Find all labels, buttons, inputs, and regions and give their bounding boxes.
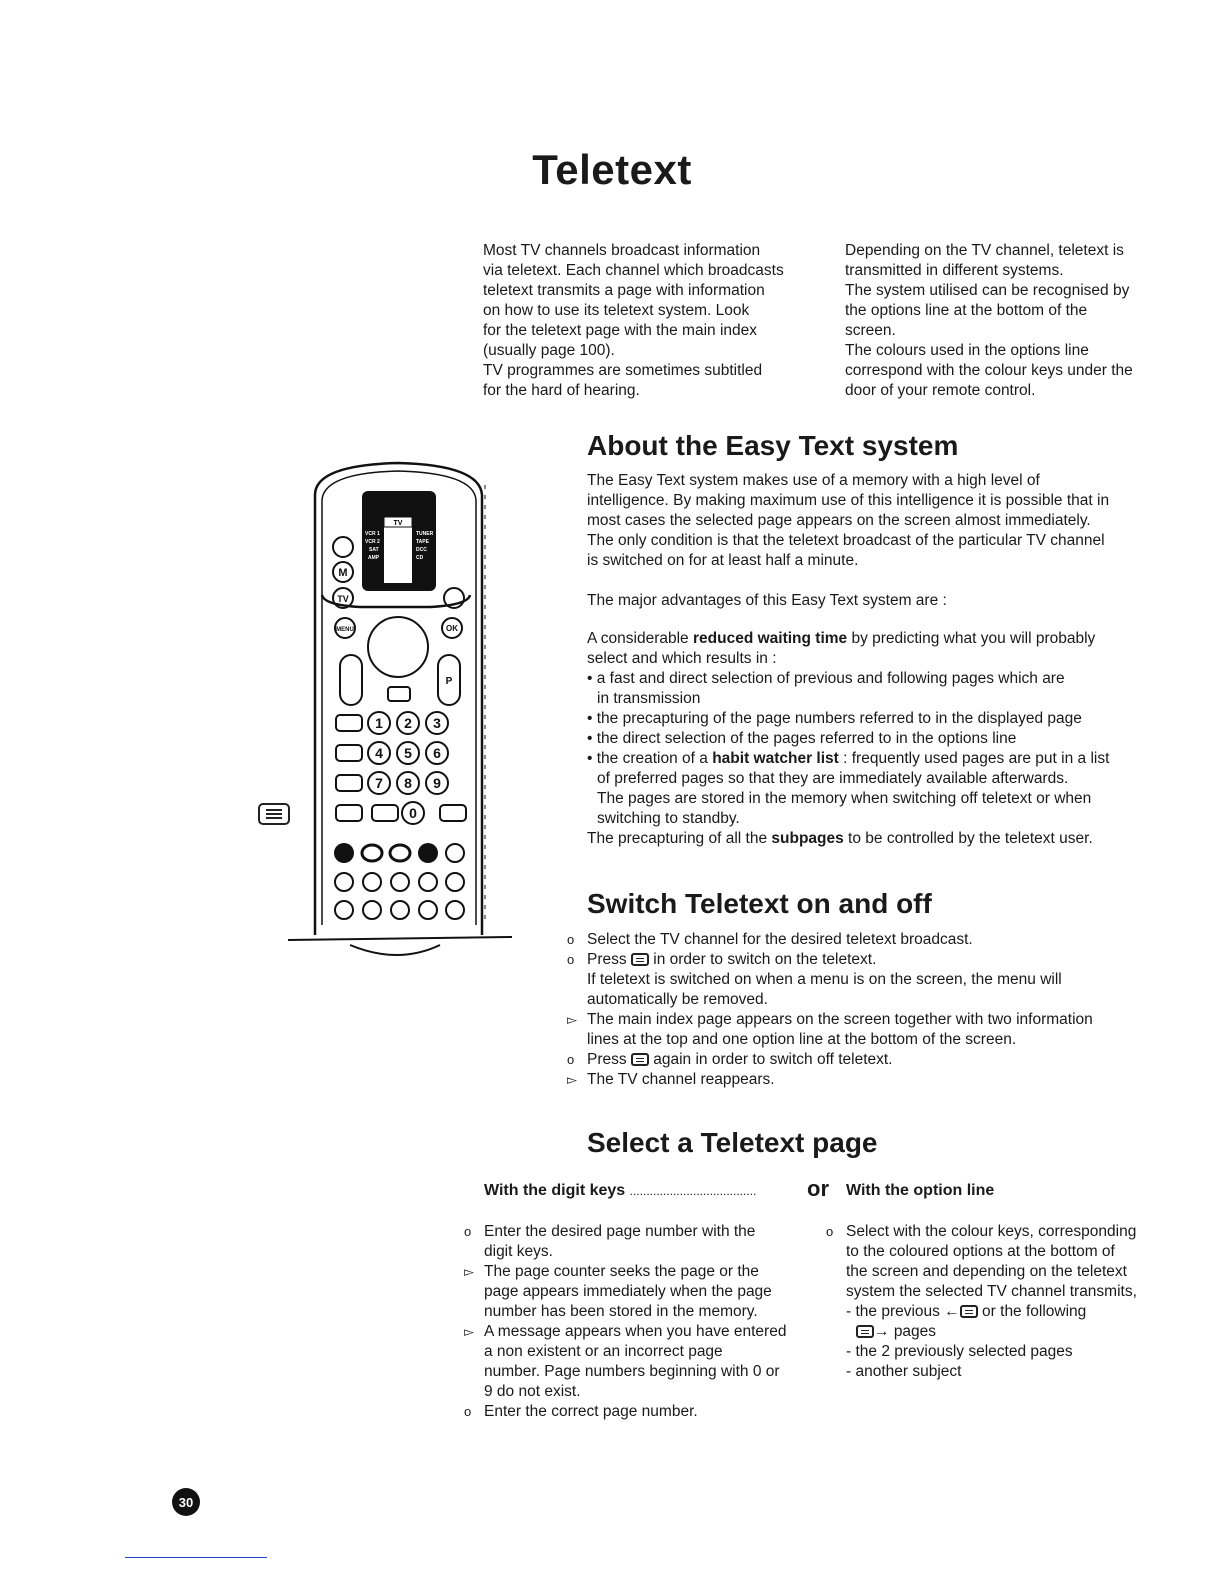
red-key — [334, 843, 354, 863]
text: A message appears when you have entered — [484, 1323, 787, 1340]
easy-text-line: The Easy Text system makes use of a memory with a high level of — [587, 472, 1040, 489]
dot-leader: ...................................... — [629, 1184, 757, 1198]
remote-display-source: CD — [416, 555, 424, 561]
remote-nav-ring — [368, 617, 428, 677]
text: - the previous — [846, 1303, 940, 1320]
remote-func-key — [336, 745, 362, 761]
easy-text-line: select and which results in : — [587, 650, 777, 667]
intro-right-line: Depending on the TV channel, teletext is — [845, 242, 1124, 259]
step-note: If teletext is switched on when a menu is on the screen, the menu will — [587, 971, 1062, 988]
easy-text-heading: About the Easy Text system — [587, 430, 959, 461]
remote-digit-label: 0 — [409, 805, 417, 821]
remote-digit-label: 4 — [375, 745, 383, 761]
step — [567, 950, 1177, 970]
text: Enter the correct page number. — [484, 1403, 698, 1420]
step-note: the screen and depending on the teletext — [846, 1263, 1127, 1280]
remote-display-source: VCR 1 — [365, 531, 380, 537]
text: The page counter seeks the page or the — [484, 1263, 759, 1280]
easy-text-subpages — [587, 829, 1177, 849]
intro-left-line: for the hard of hearing. — [483, 382, 640, 399]
text: pages — [893, 1323, 937, 1340]
footer-rule — [125, 1557, 267, 1558]
remote-mute-button — [388, 687, 410, 701]
remote-transport-key — [391, 901, 409, 919]
bullet-item: • the direct selection of the pages referred to in the options line — [587, 730, 1017, 747]
intro-left-line: (usually page 100). — [483, 342, 615, 359]
remote-ok-label: OK — [446, 624, 458, 633]
remote-lower-key — [363, 873, 381, 891]
remote-transport-key — [419, 901, 437, 919]
bullet-mark: o — [464, 1404, 472, 1419]
remote-display-tv: TV — [393, 520, 403, 527]
text: Press — [587, 951, 627, 968]
intro-left-line: Most TV channels broadcast information — [483, 242, 761, 259]
or-label: or — [807, 1176, 829, 1201]
step-note: page appears immediately when the page — [484, 1283, 772, 1300]
remote-digit-label: 8 — [404, 775, 412, 791]
arrow-mark: ▻ — [567, 1012, 577, 1027]
step-note: to the coloured options at the bottom of — [846, 1243, 1115, 1260]
intro-right-line: door of your remote control. — [845, 382, 1036, 399]
step-note: - another subject — [846, 1363, 962, 1380]
intro-left-line: on how to use its teletext system. Look — [483, 302, 750, 319]
text: Select the TV channel for the desired teletext broadcast. — [587, 931, 973, 948]
switch-heading: Switch Teletext on and off — [587, 888, 932, 919]
text: in order to switch on the teletext. — [653, 951, 877, 968]
emphasis: subpages — [771, 830, 844, 847]
text: : frequently used pages are put in a list — [838, 750, 1110, 767]
intro-left-line: for the teletext page with the main index — [483, 322, 757, 339]
remote-control-illustration — [280, 455, 520, 975]
bullet-item — [587, 749, 1177, 769]
remote-transport-key — [335, 901, 353, 919]
remote-display-source: AMP — [368, 555, 380, 561]
yellow-key — [390, 845, 410, 861]
easy-text-line: most cases the selected page appears on the screen almost immediately. — [587, 512, 1091, 529]
step-note: digit keys. — [484, 1243, 553, 1260]
digit-keys-subheading — [484, 1182, 804, 1200]
remote-bottom-curve — [350, 945, 440, 955]
remote-digit-label: 5 — [404, 745, 412, 761]
switch-body — [567, 930, 1177, 1090]
blue-key — [418, 843, 438, 863]
intro-right-line: The colours used in the options line — [845, 342, 1089, 359]
easy-text-advantages: The major advantages of this Easy Text system are : — [587, 592, 947, 609]
intro-left-line: teletext transmits a page with information — [483, 282, 765, 299]
remote-menu-label: MENU — [336, 627, 354, 633]
remote-colour-keys — [334, 843, 464, 863]
bullet-mark: o — [567, 932, 575, 947]
teletext-key-icon — [960, 1305, 978, 1318]
intro-left-line: via teletext. Each channel which broadcasts — [483, 262, 784, 279]
easy-text-line: The only condition is that the teletext broadcast of the particular TV channel — [587, 532, 1105, 549]
text: • the creation of a — [587, 750, 713, 767]
bullet-item-cont: in transmission — [597, 690, 701, 707]
step-note: 9 do not exist. — [484, 1383, 581, 1400]
remote-digit-label: 1 — [375, 715, 383, 731]
remote-side-button — [333, 537, 353, 557]
remote-m-label: M — [338, 567, 348, 579]
bullet-mark: o — [464, 1224, 472, 1239]
step — [464, 1402, 804, 1422]
remote-display-source: DCC — [416, 547, 427, 553]
intro-right-line: the options line at the bottom of the — [845, 302, 1088, 319]
green-key — [362, 845, 382, 861]
remote-func-key — [372, 805, 398, 821]
bullet-item-cont: The pages are stored in the memory when switching off teletext or when — [597, 790, 1092, 807]
remote-digit-label: 7 — [375, 775, 383, 791]
step — [567, 1050, 1177, 1070]
step-result — [567, 1070, 1177, 1090]
text: The precapturing of all the — [587, 830, 772, 847]
bullet-mark: o — [567, 1052, 575, 1067]
bullet-mark: o — [826, 1224, 834, 1239]
teletext-key-icon — [631, 953, 649, 966]
remote-lower-key — [419, 873, 437, 891]
select-heading: Select a Teletext page — [587, 1127, 878, 1158]
arrow-mark: ▻ — [464, 1324, 474, 1339]
intro-left — [483, 241, 813, 401]
step-note: automatically be removed. — [587, 991, 768, 1008]
previous-following-line: - the previous ← or the following — [846, 1303, 1087, 1320]
arrow-mark: ▻ — [567, 1072, 577, 1087]
text: With the digit keys — [484, 1182, 626, 1199]
text: Select with the colour keys, corresponding — [846, 1223, 1137, 1240]
remote-transport-key — [446, 901, 464, 919]
easy-text-waiting — [587, 629, 1177, 649]
remote-func-key — [336, 805, 362, 821]
emphasis: reduced waiting time — [693, 630, 848, 647]
remote-func-key — [336, 715, 362, 731]
step-note: lines at the top and one option line at the bottom of the screen. — [587, 1031, 1017, 1048]
arrow-mark: ▻ — [464, 1264, 474, 1279]
remote-lower-key — [391, 873, 409, 891]
step-note: a non existent or an incorrect page — [484, 1343, 723, 1360]
text: A considerable — [587, 630, 693, 647]
intro-left-line: TV programmes are sometimes subtitled — [483, 362, 763, 379]
step-note: - the 2 previously selected pages — [846, 1343, 1073, 1360]
remote-func-key — [336, 775, 362, 791]
info-key — [446, 844, 464, 862]
intro-right-line: screen. — [845, 322, 896, 339]
easy-text-line: is switched on for at least half a minute. — [587, 552, 859, 569]
option-line-subheading: With the option line — [846, 1182, 995, 1199]
teletext-key-icon — [631, 1053, 649, 1066]
step — [567, 930, 1177, 950]
remote-transport-key — [363, 901, 381, 919]
step-result — [567, 1010, 1177, 1030]
emphasis: habit watcher list — [712, 750, 839, 767]
digit-keys-steps — [464, 1222, 804, 1422]
remote-display-source: TUNER — [416, 531, 434, 537]
remote-display-source: TAPE — [416, 539, 429, 545]
text: The main index page appears on the screen together with two information — [587, 1011, 1093, 1028]
intro-right-line: transmitted in different systems. — [845, 262, 1064, 279]
text: Press — [587, 1051, 627, 1068]
text: to be controlled by the teletext user. — [843, 830, 1093, 847]
remote-tv-label: TV — [337, 594, 349, 604]
step-note: number has been stored in the memory. — [484, 1303, 758, 1320]
remote-lower-key — [446, 873, 464, 891]
remote-volume-rocker — [340, 655, 362, 705]
text: again in order to switch off teletext. — [653, 1051, 893, 1068]
remote-base-line — [288, 937, 512, 940]
step — [826, 1222, 1186, 1242]
bullet-item: • the precapturing of the page numbers referred to in the displayed page — [587, 710, 1082, 727]
step-result — [464, 1322, 804, 1342]
intro-right-line: correspond with the colour keys under the — [845, 362, 1133, 379]
text: Enter the desired page number with the — [484, 1223, 756, 1240]
remote-digit-label: 6 — [433, 745, 441, 761]
remote-digit-label: 3 — [433, 715, 441, 731]
step-note: number. Page numbers beginning with 0 or — [484, 1363, 780, 1380]
text: or the following — [982, 1303, 1087, 1320]
remote-ppkey — [440, 805, 466, 821]
bullet-item-cont: switching to standby. — [597, 810, 740, 827]
bullet-mark: o — [567, 952, 575, 967]
remote-display-source: SAT — [369, 547, 379, 553]
bullet-item: • a fast and direct selection of previous and following pages which are — [587, 670, 1065, 687]
step-note: system the selected TV channel transmits, — [846, 1283, 1137, 1300]
step-result — [464, 1262, 804, 1282]
intro-right — [845, 241, 1185, 401]
teletext-key-icon — [856, 1325, 874, 1338]
intro-right-line: The system utilised can be recognised by — [845, 282, 1130, 299]
remote-digit-label: 9 — [433, 775, 441, 791]
text: The TV channel reappears. — [587, 1071, 775, 1088]
easy-text-line: intelligence. By making maximum use of this intelligence it is possible that in — [587, 492, 1110, 509]
remote-digit-label: 2 — [404, 715, 412, 731]
page-title: Teletext — [532, 146, 692, 193]
remote-lower-key — [335, 873, 353, 891]
pages-line: → pages — [846, 1322, 1186, 1342]
remote-display-source: VCR 2 — [365, 539, 380, 545]
step — [464, 1222, 804, 1242]
text: by predicting what you will probably — [847, 630, 1096, 647]
bullet-item-cont: of preferred pages so that they are immediately available afterwards. — [597, 770, 1069, 787]
easy-text-body — [587, 471, 1177, 849]
option-line-steps — [826, 1222, 1186, 1382]
remote-p-label: P — [445, 676, 453, 687]
page-number: 30 — [172, 1488, 200, 1516]
